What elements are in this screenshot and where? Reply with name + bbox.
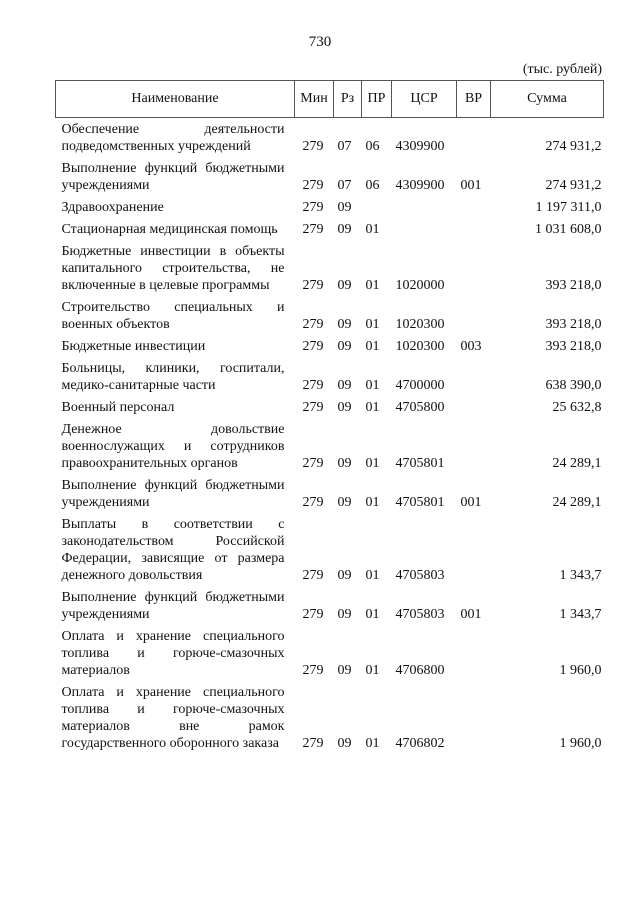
- cell-name: Больницы, клиники, госпитали, медико-санитарные части: [61, 361, 285, 393]
- cell-vr: 001: [460, 607, 482, 622]
- cell-sum: 24 289,1: [552, 495, 602, 510]
- cell-sum: 25 632,8: [552, 400, 602, 415]
- cell-vr: [457, 199, 491, 221]
- cell-pr: 01: [365, 378, 380, 393]
- cell-min: 279: [302, 278, 324, 293]
- table-row: [56, 628, 604, 684]
- cell-min: 279: [302, 339, 324, 354]
- cell-vr: [457, 221, 491, 243]
- cell-sum: 1 960,0: [559, 736, 602, 751]
- cell-sum: 24 289,1: [552, 456, 602, 471]
- cell-sum: 1 031 608,0: [535, 222, 602, 237]
- cell-sum: 1 960,0: [559, 663, 602, 678]
- cell-csr: 1020300: [395, 339, 445, 354]
- cell-csr: 1020300: [395, 317, 445, 332]
- cell-pr: 01: [365, 456, 380, 471]
- cell-rz: 09: [337, 378, 352, 393]
- cell-csr: 4705801: [395, 495, 445, 510]
- cell-min: 279: [302, 400, 324, 415]
- cell-csr: 4705803: [395, 568, 445, 583]
- page-number: 730: [308, 34, 332, 50]
- cell-sum: 393 218,0: [545, 317, 602, 332]
- cell-rz: 09: [337, 400, 352, 415]
- cell-rz: 09: [337, 200, 352, 215]
- cell-pr: 01: [365, 495, 380, 510]
- cell-pr: 01: [365, 339, 380, 354]
- cell-name: Оплата и хранение специального топлива и горюче-смазочных материалов: [61, 629, 285, 678]
- cell-pr: 01: [365, 400, 380, 415]
- cell-sum: 1 197 311,0: [535, 200, 602, 215]
- cell-name: Здравоохранение: [61, 200, 164, 215]
- cell-csr: 4309900: [395, 178, 445, 193]
- cell-pr: 01: [365, 607, 380, 622]
- cell-vr: [457, 421, 491, 477]
- cell-sum: 1 343,7: [559, 607, 602, 622]
- table-row: [56, 243, 604, 299]
- cell-vr: [457, 399, 491, 421]
- cell-sum: 274 931,2: [545, 178, 602, 193]
- cell-csr: 4705800: [395, 400, 445, 415]
- cell-min: 279: [302, 178, 324, 193]
- table-row: [56, 338, 604, 360]
- cell-min: 279: [302, 568, 324, 583]
- cell-rz: 07: [337, 178, 352, 193]
- cell-csr: 4706802: [395, 736, 445, 751]
- cell-min: 279: [302, 495, 324, 510]
- cell-vr: [457, 628, 491, 684]
- cell-vr: [457, 299, 491, 338]
- cell-sum: 393 218,0: [545, 278, 602, 293]
- cell-rz: 09: [337, 339, 352, 354]
- cell-sum: 393 218,0: [545, 339, 602, 354]
- cell-name: Выполнение функций бюджетными учреждениями: [61, 590, 285, 622]
- cell-name: Бюджетные инвестиции в объекты капитального строительства, не включенные в целевые программы: [61, 244, 285, 293]
- cell-rz: 09: [337, 607, 352, 622]
- table-row: [56, 477, 604, 516]
- table-row: [56, 684, 604, 757]
- cell-name: Стационарная медицинская помощь: [61, 222, 278, 237]
- cell-min: 279: [302, 200, 324, 215]
- cell-csr: 4706800: [395, 663, 445, 678]
- table-row: [56, 516, 604, 589]
- cell-vr: 003: [460, 339, 482, 354]
- cell-csr: 4705803: [395, 607, 445, 622]
- cell-min: 279: [302, 607, 324, 622]
- header-name: Наименование: [56, 81, 295, 118]
- table-body: [56, 118, 604, 758]
- cell-csr: 4705801: [395, 456, 445, 471]
- cell-rz: 09: [337, 736, 352, 751]
- cell-csr: 1020000: [395, 278, 445, 293]
- cell-pr: 01: [365, 568, 380, 583]
- table-row: [56, 221, 604, 243]
- cell-pr: 01: [365, 222, 380, 237]
- cell-csr: [392, 221, 457, 243]
- cell-sum: 1 343,7: [559, 568, 602, 583]
- cell-name: Строительство специальных и военных объектов: [61, 300, 285, 332]
- cell-pr: 01: [365, 278, 380, 293]
- cell-rz: 09: [337, 222, 352, 237]
- cell-pr: 06: [365, 178, 380, 193]
- table-row: [56, 299, 604, 338]
- cell-name: Выплаты в соответствии с законодательством Российской Федерации, зависящие от размера денежного довольствия: [61, 517, 285, 583]
- units-label: (тыс. рублей): [522, 62, 602, 77]
- cell-vr: [457, 684, 491, 757]
- cell-rz: 09: [337, 495, 352, 510]
- cell-vr: [457, 516, 491, 589]
- table-row: [56, 399, 604, 421]
- cell-rz: 09: [337, 568, 352, 583]
- cell-min: 279: [302, 222, 324, 237]
- table-row: [56, 421, 604, 477]
- cell-vr: [457, 243, 491, 299]
- cell-pr: 01: [365, 736, 380, 751]
- cell-pr: 01: [365, 317, 380, 332]
- cell-min: 279: [302, 378, 324, 393]
- cell-rz: 09: [337, 456, 352, 471]
- cell-pr: 01: [365, 663, 380, 678]
- table-row: [56, 199, 604, 221]
- table-row: [56, 118, 604, 161]
- cell-vr: [457, 360, 491, 399]
- header-rz: Рз: [334, 81, 362, 118]
- header-sum: Сумма: [491, 81, 604, 118]
- cell-csr: 4309900: [395, 139, 445, 154]
- cell-vr: [457, 118, 491, 161]
- table-row: [56, 589, 604, 628]
- cell-name: Военный персонал: [61, 400, 175, 415]
- cell-rz: 09: [337, 317, 352, 332]
- cell-name: Бюджетные инвестиции: [61, 339, 206, 354]
- cell-min: 279: [302, 317, 324, 332]
- budget-table: [55, 80, 604, 757]
- cell-name: Выполнение функций бюджетными учреждениями: [61, 161, 285, 193]
- cell-name: Оплата и хранение специального топлива и горюче-смазочных материалов вне рамок государственного оборонного заказа: [61, 685, 285, 751]
- table-row: [56, 360, 604, 399]
- cell-rz: 09: [337, 278, 352, 293]
- cell-rz: 09: [337, 663, 352, 678]
- cell-csr: [392, 199, 457, 221]
- cell-name: Денежное довольствие военнослужащих и сотрудников правоохранительных органов: [61, 422, 285, 471]
- cell-sum: 638 390,0: [545, 378, 602, 393]
- table-row: [56, 160, 604, 199]
- cell-min: 279: [302, 736, 324, 751]
- cell-min: 279: [302, 456, 324, 471]
- cell-pr: [362, 199, 392, 221]
- cell-sum: 274 931,2: [545, 139, 602, 154]
- cell-vr: 001: [460, 178, 482, 193]
- cell-name: Обеспечение деятельности подведомственных учреждений: [61, 122, 285, 154]
- cell-min: 279: [302, 139, 324, 154]
- cell-csr: 4700000: [395, 378, 445, 393]
- cell-vr: 001: [460, 495, 482, 510]
- header-vr: ВР: [457, 81, 491, 118]
- cell-pr: 06: [365, 139, 380, 154]
- cell-rz: 07: [337, 139, 352, 154]
- cell-min: 279: [302, 663, 324, 678]
- header-min: Мин: [295, 81, 334, 118]
- table-header: [56, 81, 604, 118]
- header-csr: ЦСР: [392, 81, 457, 118]
- header-pr: ПР: [362, 81, 392, 118]
- cell-name: Выполнение функций бюджетными учреждениями: [61, 478, 285, 510]
